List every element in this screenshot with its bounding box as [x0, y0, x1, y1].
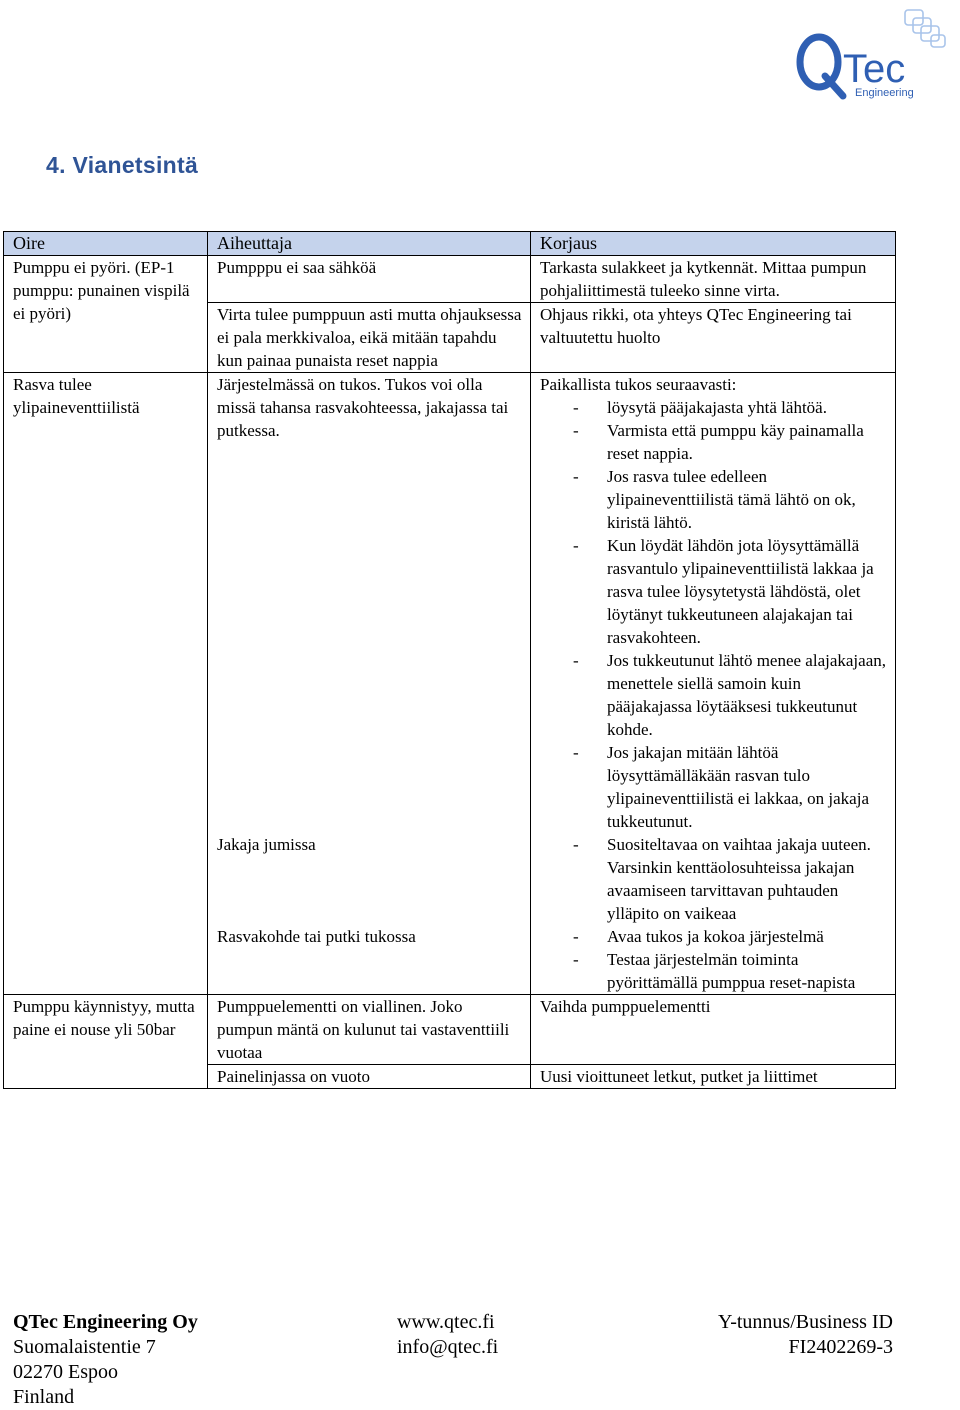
table-row	[4, 256, 896, 303]
troubleshooting-table	[3, 231, 896, 1089]
footer-address	[13, 1310, 198, 1410]
list-item: - Varmista että pumppu käy painamalla reset nappia.	[540, 419, 887, 465]
fix-steps-list	[540, 925, 887, 994]
cause-cell: Pumpppu ei saa sähköä	[208, 256, 531, 303]
fix-cell: Ohjaus rikki, ota yhteys QTec Engineering tai valtuutettu huolto	[531, 303, 896, 373]
fix-steps-list	[540, 396, 887, 833]
footer-business-id	[718, 1310, 893, 1360]
cause-cell: Järjestelmässä on tukos. Tukos voi olla missä tahansa rasvakohteessa, jakajassa tai putkessa.	[208, 373, 531, 834]
symptom-cell: Rasva tulee ylipaineventtiilistä	[4, 373, 208, 995]
fix-steps-list	[540, 833, 887, 925]
symptom-cell: Pumppu käynnistyy, mutta paine ei nouse yli 50bar	[4, 995, 208, 1089]
cause-cell: Virta tulee pumppuun asti mutta ohjauksessa ei pala merkkivaloa, eikä mitään tapahdu kun painaa punaista reset nappia	[208, 303, 531, 373]
footer-website-link[interactable]: www.qtec.fi	[397, 1311, 495, 1333]
company-logo	[795, 4, 955, 100]
svg-text:Tec: Tec	[843, 47, 906, 91]
table-row	[4, 995, 896, 1065]
table-header-row	[4, 232, 896, 256]
footer-contact	[397, 1310, 498, 1360]
fix-cell	[531, 925, 896, 995]
list-item: - Jos tukkeutunut lähtö menee alajakajaan, menettele siellä samoin kuin pääjakajassa löytääksesi tukkeutunut kohde.	[540, 649, 887, 741]
table-row	[4, 373, 896, 834]
symptom-cell: Pumppu ei pyöri. (EP-1 pumppu: punainen vispilä ei pyöri)	[4, 256, 208, 373]
section-heading: 4. Vianetsintä	[46, 152, 199, 178]
cause-cell: Pumppuelementti on viallinen. Joko pumpun mäntä on kulunut tai vastaventtiili vuotaa	[208, 995, 531, 1065]
footer-company-name: QTec Engineering Oy	[13, 1311, 198, 1333]
logo-subtitle: Engineering	[855, 87, 914, 99]
fix-cell	[531, 833, 896, 925]
list-item: - Testaa järjestelmän toiminta pyörittämällä pumppua reset-napista	[540, 948, 887, 994]
list-item: - Jos rasva tulee edelleen ylipaineventtiilistä tämä lähtö on ok, kiristä lähtö.	[540, 465, 887, 534]
fix-cell	[531, 373, 896, 834]
fix-cell: Uusi vioittuneet letkut, putket ja liittimet	[531, 1065, 896, 1089]
header-symptom: Oire	[4, 232, 208, 256]
footer-street: Suomalaistentie 7	[13, 1336, 156, 1358]
list-item: - Suositeltavaa on vaihtaa jakaja uuteen. Varsinkin kenttäolosuhteissa jakajan avaamiseen tarvittavan puhtauden ylläpito on vaikeaa	[540, 833, 887, 925]
footer-business-id-label: Y-tunnus/Business ID	[717, 1311, 893, 1333]
fix-cell: Vaihda pumppuelementti	[531, 995, 896, 1065]
cause-cell: Rasvakohde tai putki tukossa	[208, 925, 531, 995]
list-item: - Avaa tukos ja kokoa järjestelmä	[540, 925, 887, 948]
list-item: - Kun löydät lähdön jota löysyttämällä rasvantulo ylipaineventtiilistä lakkaa ja rasva tulee löysytetystä lähdöstä, olet löytänyt tukkeutuneen alajakajan tai rasvakohteen.	[540, 534, 887, 649]
fix-intro-text: Paikallista tukos seuraavasti:	[540, 375, 737, 394]
header-fix: Korjaus	[531, 232, 896, 256]
footer-business-id-value: FI2402269-3	[788, 1336, 893, 1358]
header-cause: Aiheuttaja	[208, 232, 531, 256]
fix-cell: Tarkasta sulakkeet ja kytkennät. Mittaa pumpun pohjaliittimestä tuleeko sinne virta.	[531, 256, 896, 303]
list-item: - Jos jakajan mitään lähtöä löysyttämälläkään rasvan tulo ylipaineventtiilistä ei lakkaa, on jakaja tukkeutunut.	[540, 741, 887, 833]
footer-email-link[interactable]: info@qtec.fi	[397, 1336, 499, 1358]
footer-city: 02270 Espoo	[13, 1361, 118, 1383]
qtec-logo-icon	[795, 4, 955, 100]
cause-cell: Painelinjassa on vuoto	[208, 1065, 531, 1089]
footer-country: Finland	[13, 1386, 75, 1408]
list-item: - löysytä pääjakajasta yhtä lähtöä.	[540, 396, 887, 419]
cause-cell: Jakaja jumissa	[208, 833, 531, 925]
